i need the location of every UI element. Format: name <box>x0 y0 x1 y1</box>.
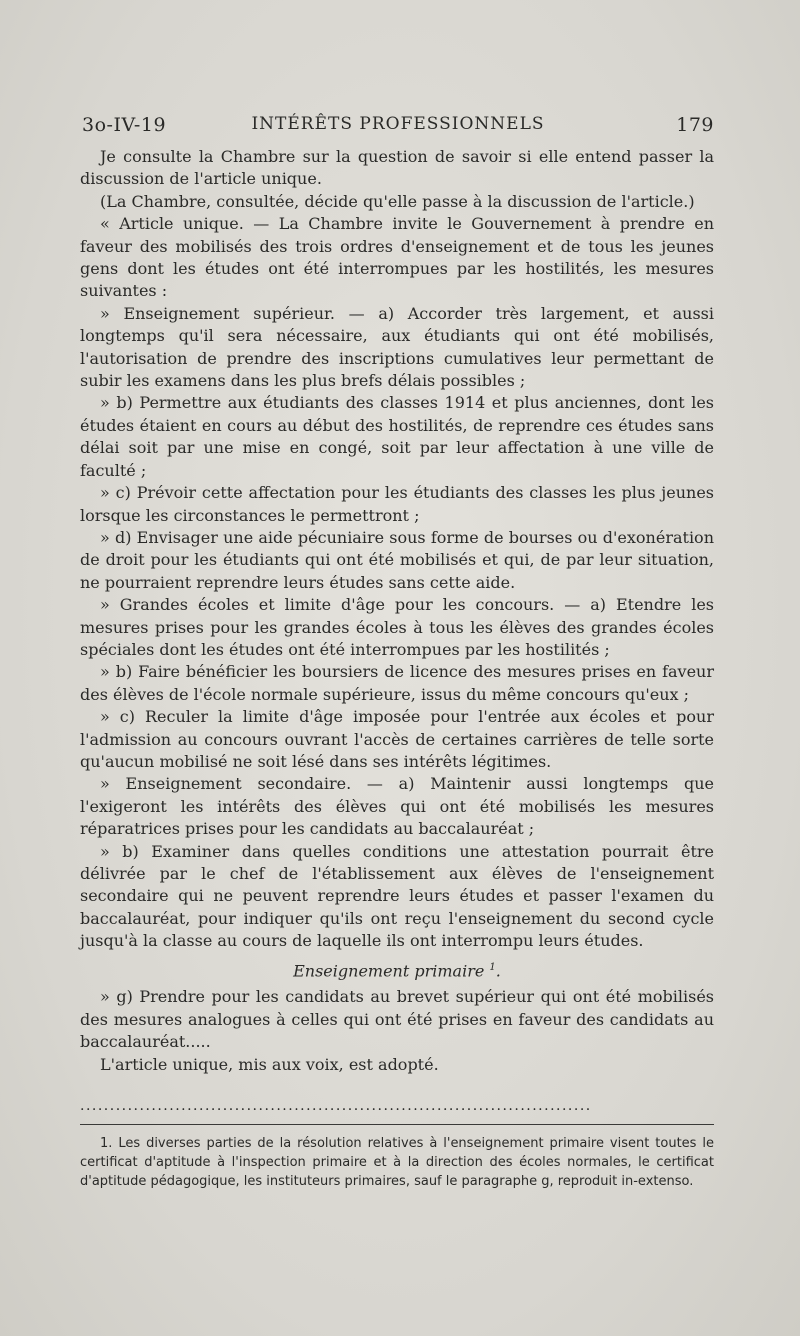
footnote-text: 1. Les diverses parties de la résolution relatives à l'enseignement primaire visent toutes le certificat d'aptitude à l'inspection primaire et à la direction des écoles normales, le certificat d'aptitude pédagogique, les instituteurs primaires, sauf le paragraphe g, reproduit in-extenso. <box>80 1136 714 1189</box>
paragraph: » c) Prévoir cette affectation pour les étudiants des classes les plus jeunes lorsque les circonstances le permettront ; <box>80 483 714 525</box>
paragraph: » Enseignement secondaire. — a) Maintenir aussi longtemps que l'exigeront les intérêts des élèves qui ont été mobilisés les mesures réparatrices prises pour les candidats au baccalauréat ; <box>80 774 714 839</box>
paragraph: « Article unique. — La Chambre invite le Gouvernement à prendre en faveur des mobilisés des trois ordres d'enseignement et de tous les jeunes gens dont les études ont été interrompues par les hostilités, les mesures suivantes : <box>80 214 714 301</box>
section-heading-text: Enseignement primaire <box>293 960 485 980</box>
footnote-rule <box>80 1124 714 1125</box>
header-date: 3o-IV-19 <box>82 114 167 136</box>
section-heading: Enseignement primaire $^1$. <box>293 960 501 980</box>
header-title: INTÉRÊTS PROFESSIONNELS <box>251 114 545 134</box>
paragraph: L'article unique, mis aux voix, est adopté. <box>100 1054 439 1074</box>
running-header <box>82 114 714 144</box>
paragraph: Je consulte la Chambre sur la question de savoir si elle entend passer la discussion de l'article unique. <box>80 147 714 189</box>
body-text <box>80 146 714 1076</box>
page-number: 179 <box>676 114 714 136</box>
paragraph: » Enseignement supérieur. — a) Accorder très largement, et aussi longtemps qu'il sera nécessaire, aux étudiants qui ont été mobilisés, l'autorisation de prendre des inscriptions cumulatives leur permettant de subir les examens dans les plus brefs délais possibles ; <box>80 303 714 391</box>
paragraph: (La Chambre, consultée, décide qu'elle passe à la discussion de l'article.) <box>100 191 695 211</box>
paragraph: » g) Prendre pour les candidats au brevet supérieur qui ont été mobilisés des mesures analogues à celles qui ont été prises en faveur des candidats au baccalauréat..... <box>80 987 714 1052</box>
paragraph: » c) Reculer la limite d'âge imposée pour l'entrée aux écoles et pour l'admission au concours ouvrant l'accès de certaines carrières de telle sorte qu'aucun mobilisé ne soit lésé dans ses intérêts légitimes. <box>80 707 714 771</box>
paragraph: » d) Envisager une aide pécuniaire sous forme de bourses ou d'exonération de droit pour les étudiants qui ont été mobilisés et qui, de par leur situation, ne pourraient reprendre leurs études sans cette aide. <box>80 527 714 592</box>
paragraph: » b) Permettre aux étudiants des classes 1914 et plus anciennes, dont les études étaient en cours au début des hostilités, de reprendre ces études sans délai soit par une mise en congé, soit par leur affectation à une ville de faculté ; <box>80 393 714 480</box>
footnote <box>80 1134 714 1191</box>
paragraph: » Grandes écoles et limite d'âge pour les concours. — a) Etendre les mesures prises pour les grandes écoles à tous les élèves des grandes écoles spéciales dont les études ont été interrompues par les hostilités ; <box>80 595 714 659</box>
dotted-separator: ...................................................................................... <box>80 1098 592 1114</box>
paragraph: » b) Examiner dans quelles conditions une attestation pourrait être délivrée par le chef de l'établissement aux élèves de l'enseignement secondaire qui ne peuvent reprendre leurs études et passer l'examen du baccalauréat, pour indiquer qu'ils ont reçu l'enseignement du second cycle jusqu'à la classe au cours de laquelle ils ont interrompu leurs études. <box>80 841 714 951</box>
footnote-marker: 1 <box>489 961 496 973</box>
paragraph: » b) Faire bénéficier les boursiers de licence des mesures prises en faveur des élèves de l'école normale supérieure, issus du même concours qu'eux ; <box>80 662 714 704</box>
